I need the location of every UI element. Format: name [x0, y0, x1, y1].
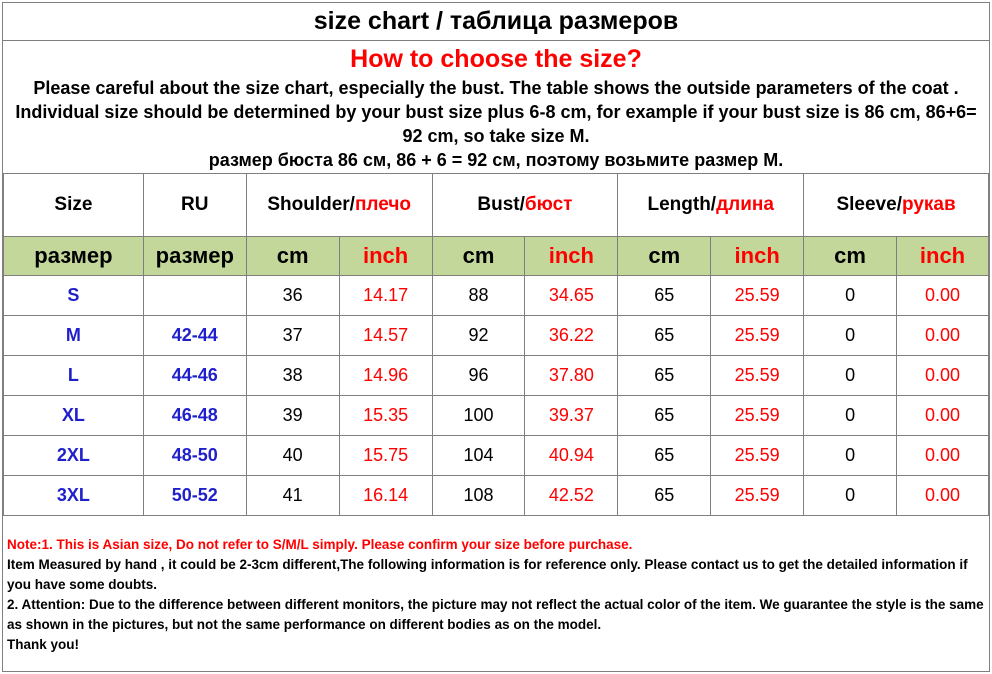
cell-sleeve-inch: 0.00 — [897, 356, 989, 396]
cell-ru: 50-52 — [143, 476, 246, 516]
cell-bust-inch: 42.52 — [525, 476, 618, 516]
table-header-row — [4, 174, 989, 237]
cell-length-inch: 25.59 — [711, 476, 804, 516]
cell-ru: 46-48 — [143, 396, 246, 436]
cell-ru: 48-50 — [143, 436, 246, 476]
cell-shoulder-inch: 14.96 — [339, 356, 432, 396]
cell-sleeve-inch: 0.00 — [897, 276, 989, 316]
subheader-length-inch: inch — [711, 237, 804, 276]
cell-length-inch: 25.59 — [711, 316, 804, 356]
cell-sleeve-cm: 0 — [804, 476, 897, 516]
cell-bust-inch: 40.94 — [525, 436, 618, 476]
subheader-sleeve-inch: inch — [897, 237, 989, 276]
subheader-length-cm: cm — [618, 237, 711, 276]
cell-ru: 42-44 — [143, 316, 246, 356]
header-length-en: Length/ — [647, 194, 717, 215]
cell-size: 2XL — [4, 436, 144, 476]
cell-length-cm: 65 — [618, 436, 711, 476]
cell-bust-cm: 108 — [432, 476, 525, 516]
cell-size: 3XL — [4, 476, 144, 516]
cell-ru — [143, 276, 246, 316]
table-row — [4, 436, 989, 476]
subheader-shoulder-cm: cm — [246, 237, 339, 276]
cell-shoulder-cm: 39 — [246, 396, 339, 436]
header-sleeve-ru: рукав — [901, 194, 956, 215]
header-shoulder-ru: плечо — [354, 194, 411, 215]
header-length — [618, 174, 804, 237]
cell-sleeve-cm: 0 — [804, 276, 897, 316]
cell-shoulder-inch: 14.17 — [339, 276, 432, 316]
subheader-shoulder-inch: inch — [339, 237, 432, 276]
cell-shoulder-inch: 16.14 — [339, 476, 432, 516]
note-measured-by-hand: Item Measured by hand , it could be 2-3cm different,The following information is for reference only. Please contact us to get the detailed information if you have some doubts. — [7, 557, 968, 592]
cell-sleeve-cm: 0 — [804, 356, 897, 396]
cell-size: S — [4, 276, 144, 316]
cell-length-cm: 65 — [618, 356, 711, 396]
subheader-size: размер — [4, 237, 144, 276]
cell-length-cm: 65 — [618, 396, 711, 436]
cell-length-cm: 65 — [618, 476, 711, 516]
cell-bust-cm: 88 — [432, 276, 525, 316]
subheader-bust-cm: cm — [432, 237, 525, 276]
cell-shoulder-cm: 40 — [246, 436, 339, 476]
table-subheader-row — [4, 237, 989, 276]
cell-bust-inch: 36.22 — [525, 316, 618, 356]
table-row — [4, 356, 989, 396]
header-bust — [432, 174, 618, 237]
table-row — [4, 276, 989, 316]
table-row — [4, 396, 989, 436]
intro-section — [3, 40, 989, 174]
cell-bust-cm: 104 — [432, 436, 525, 476]
cell-sleeve-inch: 0.00 — [897, 476, 989, 516]
subheader-ru: размер — [143, 237, 246, 276]
cell-sleeve-cm: 0 — [804, 396, 897, 436]
cell-shoulder-inch: 15.75 — [339, 436, 432, 476]
note-thank-you: Thank you! — [7, 637, 80, 652]
table-body — [4, 276, 989, 516]
header-length-ru: длина — [716, 194, 774, 215]
cell-length-inch: 25.59 — [711, 436, 804, 476]
table-row — [4, 316, 989, 356]
cell-bust-cm: 92 — [432, 316, 525, 356]
intro-description-ru: размер бюста 86 см, 86 + 6 = 92 см, поэтому возьмите размер M. — [208, 150, 784, 170]
cell-size: XL — [4, 396, 144, 436]
cell-length-cm: 65 — [618, 276, 711, 316]
notes-section — [7, 535, 987, 655]
cell-length-inch: 25.59 — [711, 356, 804, 396]
subheader-bust-inch: inch — [525, 237, 618, 276]
cell-bust-cm: 100 — [432, 396, 525, 436]
cell-shoulder-cm: 38 — [246, 356, 339, 396]
table-row — [4, 476, 989, 516]
cell-sleeve-cm: 0 — [804, 316, 897, 356]
cell-ru: 44-46 — [143, 356, 246, 396]
cell-bust-inch: 37.80 — [525, 356, 618, 396]
cell-bust-inch: 34.65 — [525, 276, 618, 316]
header-bust-ru: бюст — [524, 194, 573, 215]
cell-bust-inch: 39.37 — [525, 396, 618, 436]
cell-length-inch: 25.59 — [711, 396, 804, 436]
intro-heading: How to choose the size? — [350, 45, 642, 73]
cell-bust-cm: 96 — [432, 356, 525, 396]
cell-length-cm: 65 — [618, 316, 711, 356]
cell-sleeve-cm: 0 — [804, 436, 897, 476]
header-shoulder — [246, 174, 432, 237]
header-bust-en: Bust/ — [477, 194, 525, 215]
note-attention: 2. Attention: Due to the difference between different monitors, the picture may not reflect the actual color of the item. We guarantee the style is the same as shown in the pictures, but not the same performance on different bodies as on the model. — [7, 597, 984, 632]
cell-shoulder-cm: 37 — [246, 316, 339, 356]
cell-length-inch: 25.59 — [711, 276, 804, 316]
size-chart-frame — [2, 2, 990, 672]
cell-sleeve-inch: 0.00 — [897, 396, 989, 436]
cell-size: L — [4, 356, 144, 396]
note-asian-size: Note:1. This is Asian size, Do not refer to S/M/L simply. Please confirm your size before purchase. — [7, 537, 633, 552]
cell-shoulder-inch: 15.35 — [339, 396, 432, 436]
cell-shoulder-cm: 36 — [246, 276, 339, 316]
cell-size: M — [4, 316, 144, 356]
header-shoulder-en: Shoulder/ — [267, 194, 355, 215]
cell-shoulder-inch: 14.57 — [339, 316, 432, 356]
header-size: Size — [4, 174, 144, 237]
cell-shoulder-cm: 41 — [246, 476, 339, 516]
header-ru: RU — [143, 174, 246, 237]
header-sleeve — [804, 174, 989, 237]
page-title: size chart / таблица размеров — [3, 3, 989, 41]
cell-sleeve-inch: 0.00 — [897, 316, 989, 356]
size-table — [3, 173, 989, 516]
header-sleeve-en: Sleeve/ — [836, 194, 902, 215]
intro-description: Please careful about the size chart, especially the bust. The table shows the outside parameters of the coat . Individual size should be determined by your bust size plus 6-8 cm, for example if your bust size is 86 cm, 86+6= 92 cm, so take size M. — [15, 78, 977, 146]
cell-sleeve-inch: 0.00 — [897, 436, 989, 476]
subheader-sleeve-cm: cm — [804, 237, 897, 276]
